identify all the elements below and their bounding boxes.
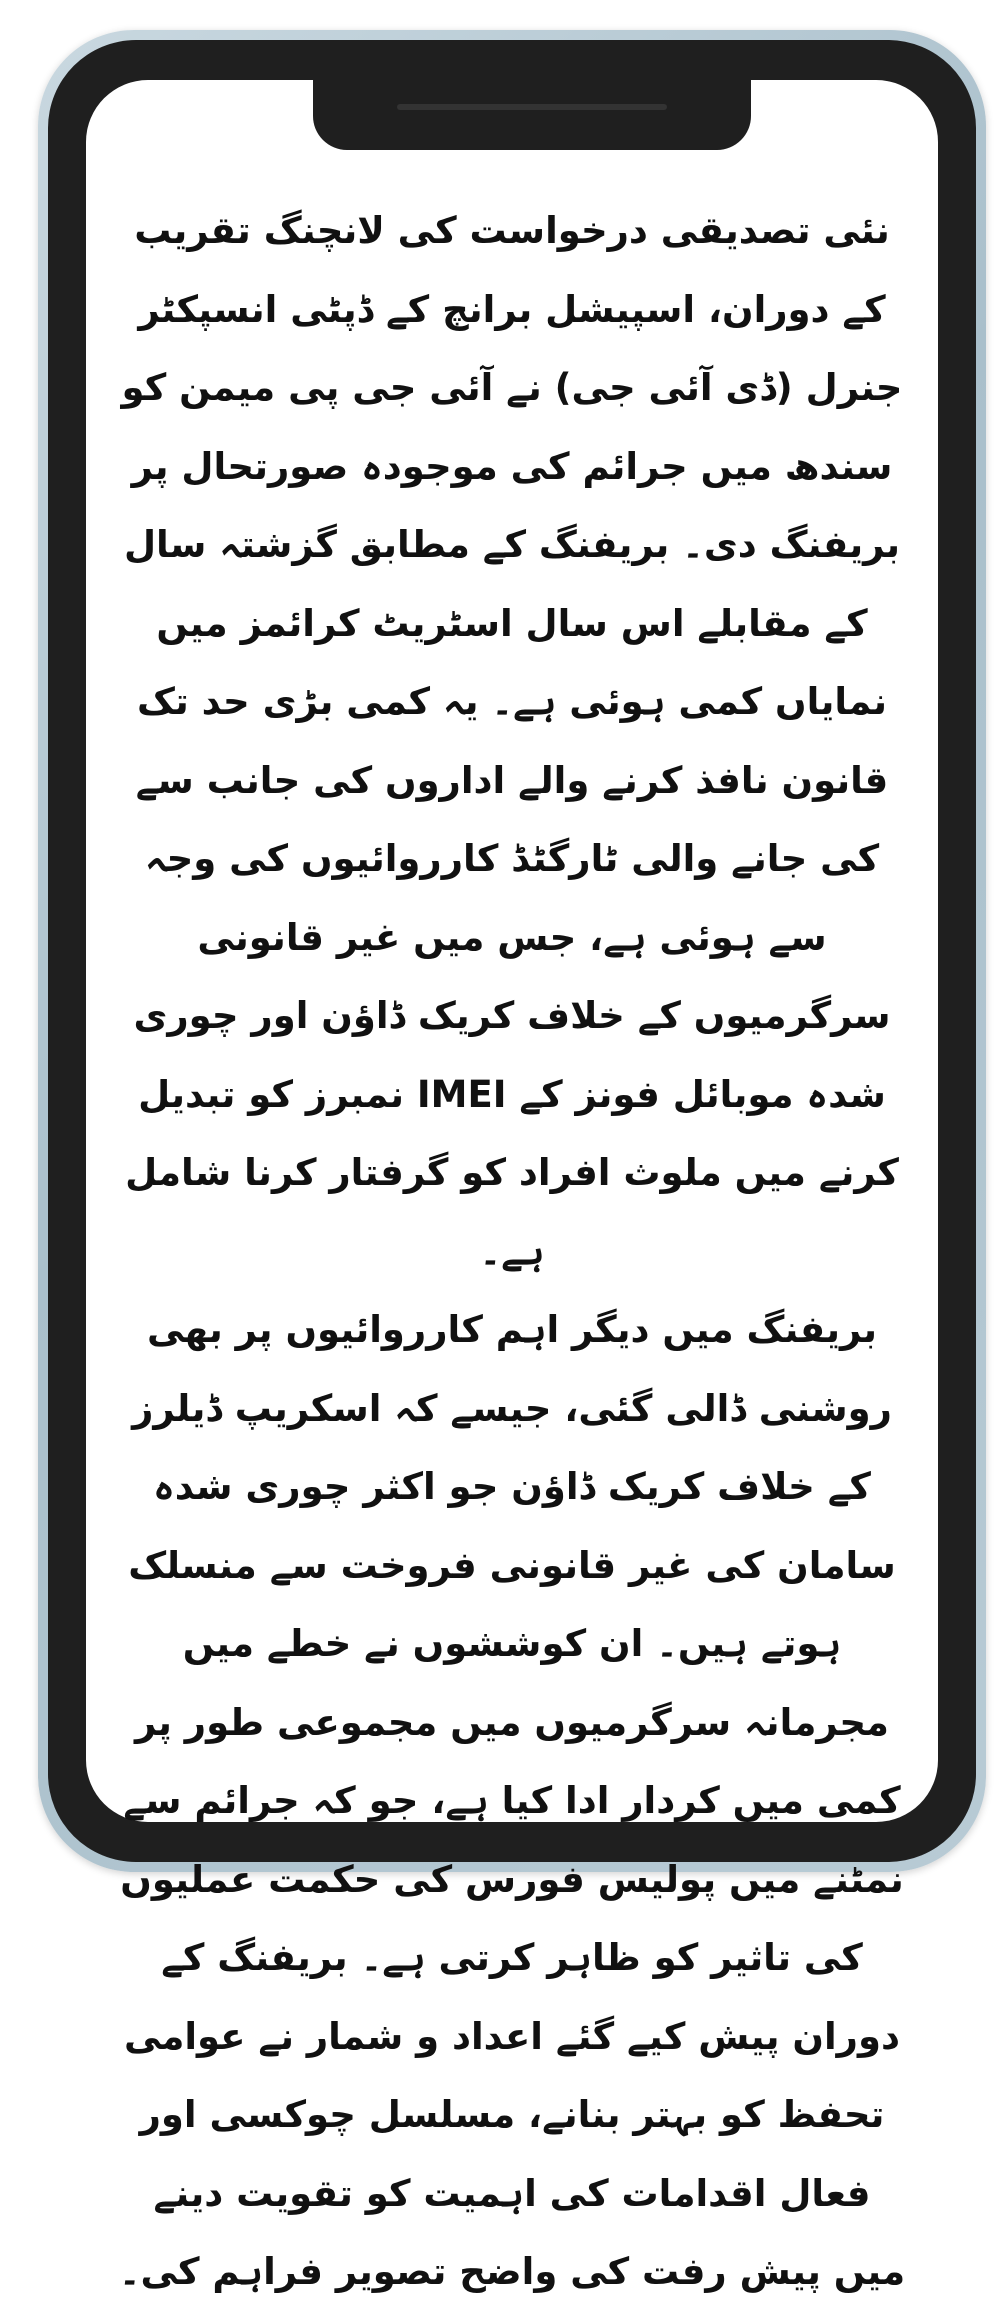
phone-frame — [38, 30, 986, 2293]
phone-screen — [86, 80, 938, 2293]
article-paragraph-1: نئی تصدیقی درخواست کی لانچنگ تقریب کے دوران، اسپیشل برانچ کے ڈپٹی انسپکٹر جنرل (ڈی آئی جی) نے آئی جی پی میمن کو سندھ میں جرائم کی موجودہ صورتحال پر بریفنگ دی۔ بریفنگ کے مطابق گزشتہ سال کے مقابلے اس سال اسٹریٹ کرائمز میں نمایاں کمی ہوئی ہے۔ یہ کمی بڑی حد تک قانون نافذ کرنے والے اداروں کی جانب سے کی جانے والی ٹارگٹڈ کارروائیوں کی وجہ سے ہوئی ہے، جس میں غیر قانونی سرگرمیوں کے خلاف کریک ڈاؤن اور چوری شدہ موبائل فونز کے IMEI نمبرز کو تبدیل کرنے میں ملوث افراد کو گرفتار کرنا شامل ہے۔ — [121, 209, 903, 1273]
phone-bezel — [48, 40, 976, 2293]
article-body — [118, 192, 906, 2312]
article-paragraph-2: بریفنگ میں دیگر اہم کارروائیوں پر بھی روشنی ڈالی گئی، جیسے کہ اسکریپ ڈیلرز کے خلاف کریک ڈاؤن جو اکثر چوری شدہ سامان کی غیر قانونی فروخت سے منسلک ہوتے ہیں۔ ان کوششوں نے خطے میں مجرمانہ سرگرمیوں میں مجموعی طور پر کمی میں کردار ادا کیا ہے، جو کہ جرائم سے نمٹنے میں پولیس فورس کی حکمت عملیوں کی تاثیر کو ظاہر کرتی ہے۔ بریفنگ کے دوران پیش کیے گئے اعداد و شمار نے عوامی تحفظ کو بہتر بنانے، مسلسل چوکسی اور فعال اقدامات کی اہمیت کو تقویت دینے میں پیش رفت کی واضح تصویر فراہم کی۔ — [118, 1308, 906, 2293]
phone-notch — [313, 80, 751, 150]
speaker-grille — [397, 104, 667, 110]
